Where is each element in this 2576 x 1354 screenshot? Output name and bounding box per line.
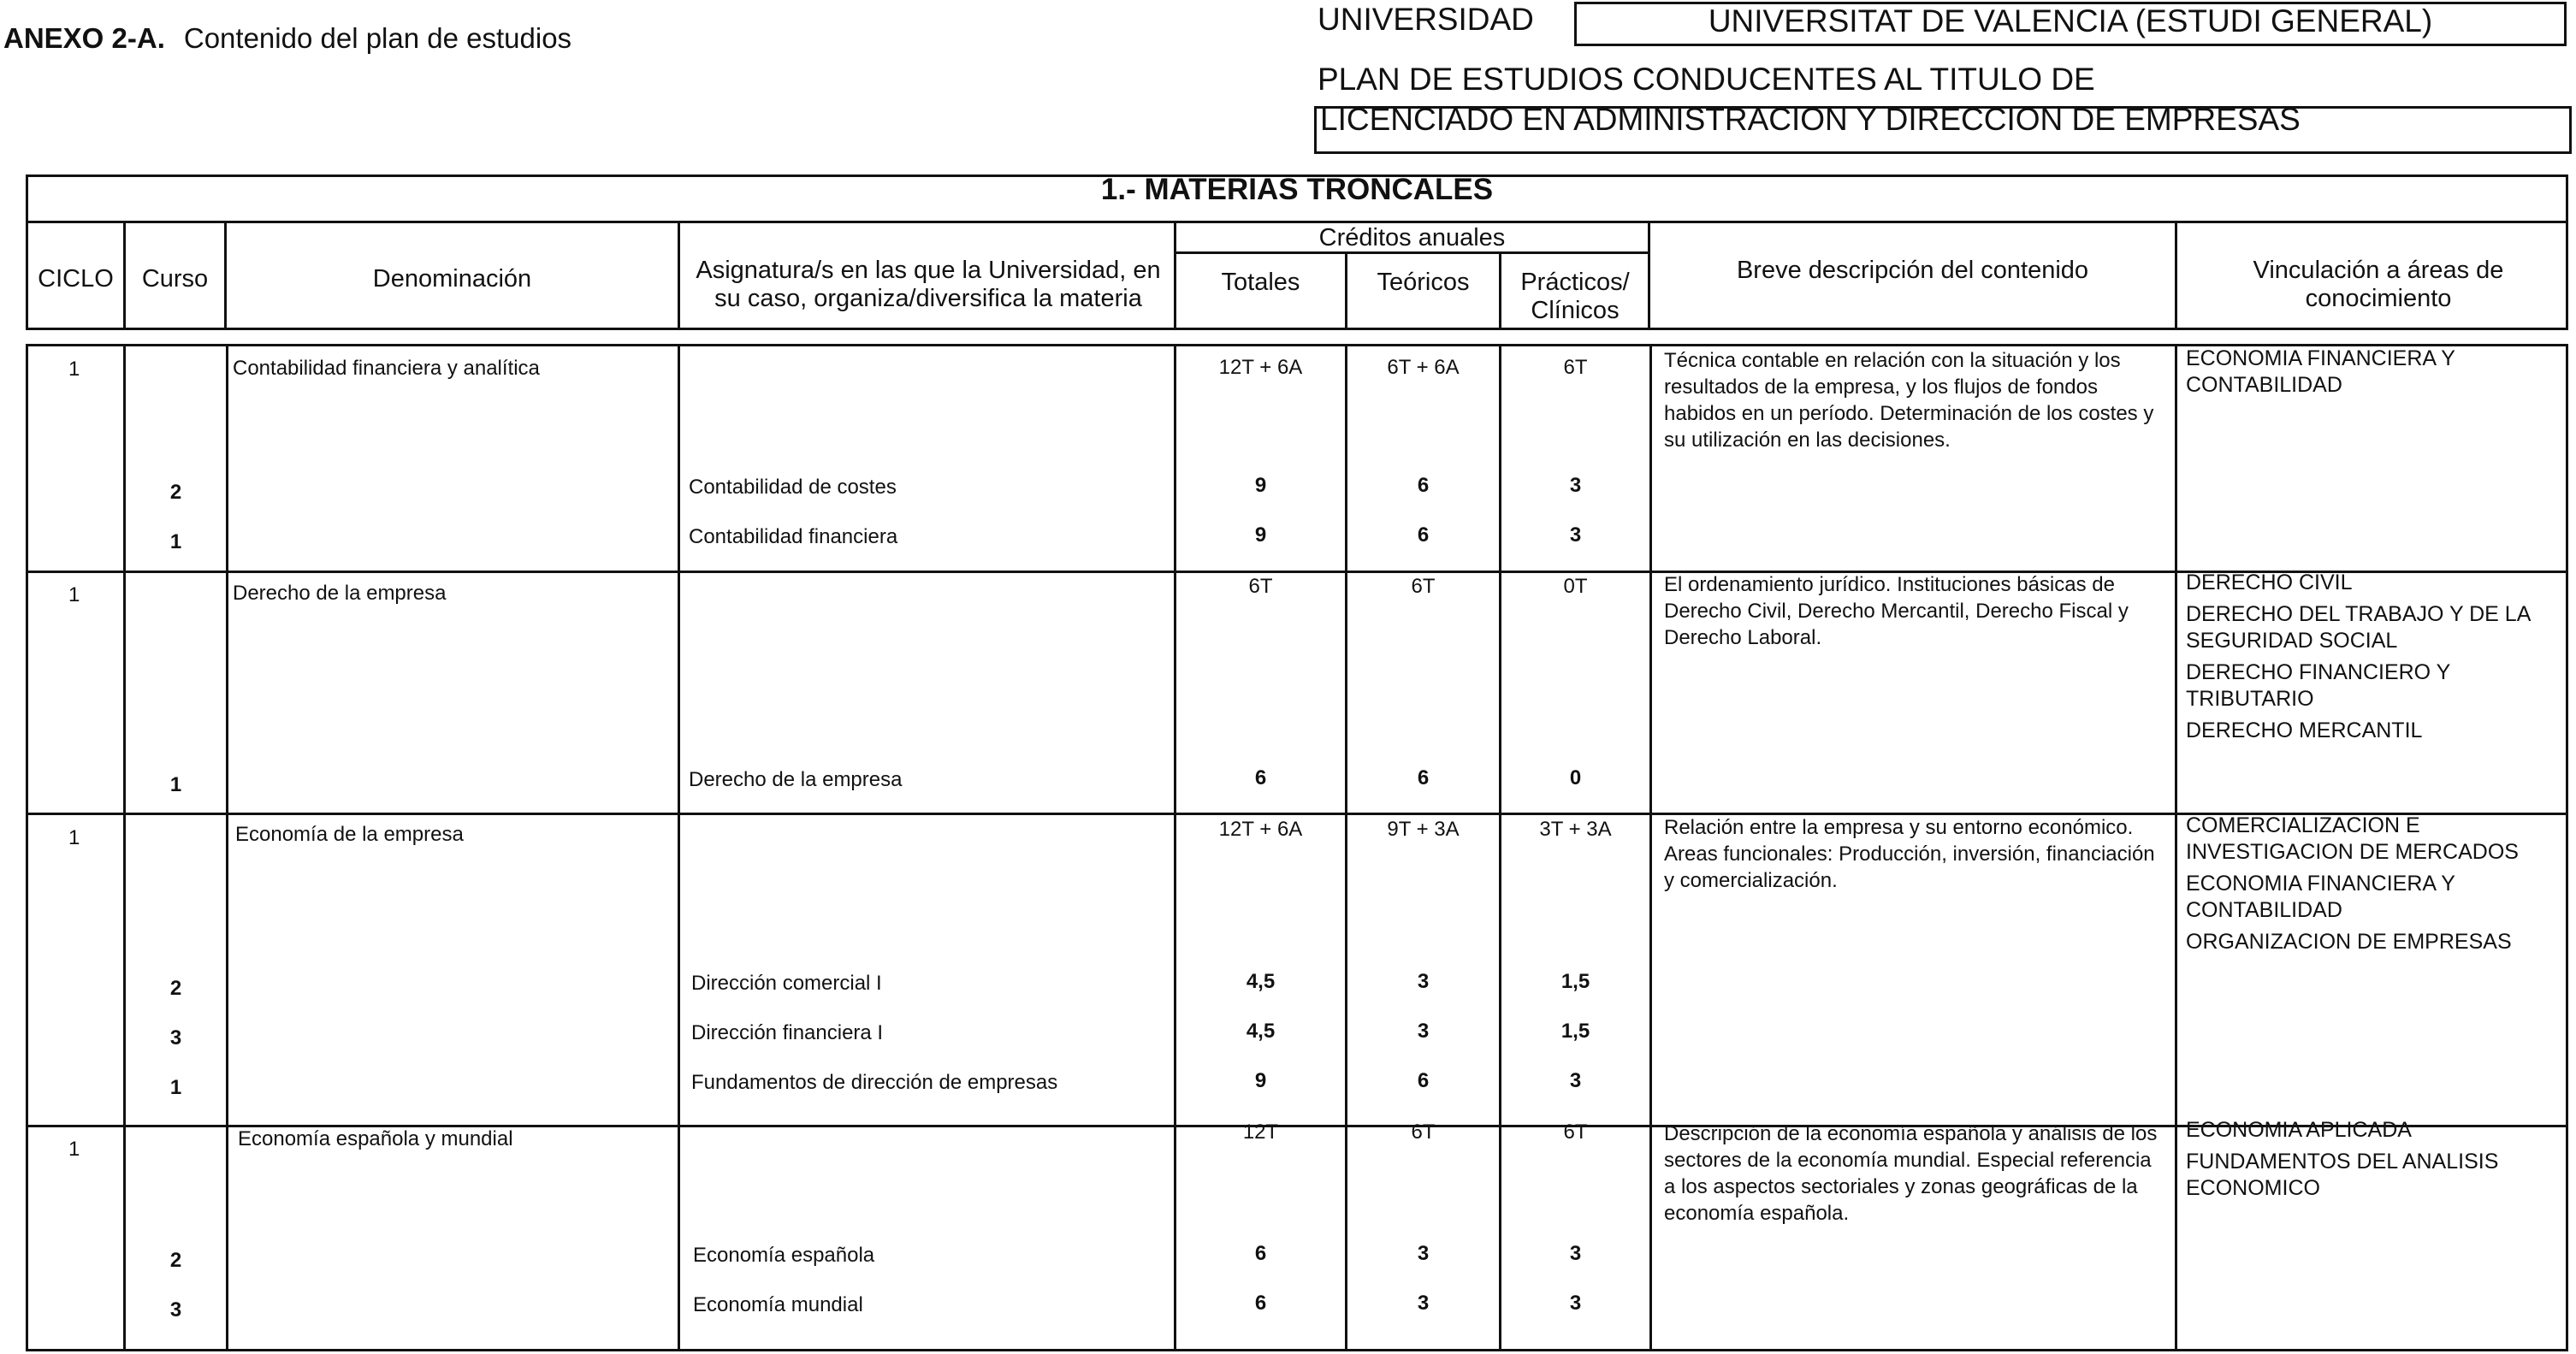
materia-areas (2186, 1117, 2562, 1207)
asignatura-curso: 3 (169, 1298, 182, 1321)
asignatura-teoricos: 3 (1417, 1292, 1430, 1315)
materia-teoricos: 6T (1411, 575, 1436, 598)
asignatura-curso: 1 (169, 530, 182, 553)
materia-totales: 12T + 6A (1218, 818, 1303, 841)
asignatura-practicos: 3 (1569, 1242, 1582, 1265)
asignatura-practicos: 3 (1569, 1069, 1582, 1092)
asignatura-curso: 2 (169, 481, 182, 504)
materia-totales: 12T (1242, 1120, 1279, 1144)
col-ciclo: CICLO (38, 265, 114, 293)
asignatura-practicos: 3 (1569, 1292, 1582, 1315)
asignatura-curso: 1 (169, 1076, 182, 1099)
asignatura-nombre: Derecho de la empresa (689, 768, 903, 791)
anexo-text: Contenido del plan de estudios (183, 22, 572, 54)
materia-practicos: 6T (1563, 1120, 1588, 1144)
ciclo-value: 1 (68, 826, 80, 849)
asignatura-totales: 9 (1254, 474, 1267, 497)
area-item: DERECHO CIVIL (2186, 571, 2353, 594)
materia-denominacion: Contabilidad financiera y analítica (233, 357, 540, 380)
asignatura-totales: 4,5 (1246, 970, 1276, 993)
asignatura-nombre: Dirección financiera I (691, 1021, 884, 1044)
universidad-value: UNIVERSITAT DE VALENCIA (ESTUDI GENERAL) (1574, 2, 2567, 46)
area-item: DERECHO MERCANTIL (2186, 718, 2423, 742)
materia-teoricos: 6T (1411, 1120, 1436, 1144)
area-item: COMERCIALIZACION E INVESTIGACION DE MERCADOS (2186, 813, 2519, 864)
materia-denominacion: Economía de la empresa (235, 823, 464, 846)
body-col-sep (2175, 344, 2177, 1351)
ciclo-value: 1 (68, 358, 80, 381)
area-item: DERECHO DEL TRABAJO Y DE LA SEGURIDAD SOCIAL (2186, 602, 2530, 653)
area-item: DERECHO FINANCIERO Y TRIBUTARIO (2186, 660, 2450, 711)
materia-totales: 12T + 6A (1218, 356, 1303, 379)
col-teoricos: Teóricos (1377, 269, 1470, 296)
asignatura-totales: 6 (1254, 1242, 1267, 1265)
asignatura-totales: 9 (1254, 523, 1267, 547)
asignatura-nombre: Dirección comercial I (691, 972, 882, 995)
materia-practicos: 3T + 3A (1539, 818, 1612, 841)
area-item: ORGANIZACION DE EMPRESAS (2186, 930, 2512, 954)
universidad-label: UNIVERSIDAD (1318, 2, 1534, 37)
area-item: ECONOMIA FINANCIERA Y CONTABILIDAD (2186, 872, 2455, 922)
asignatura-curso: 2 (169, 977, 182, 1000)
header-divider (26, 221, 2568, 223)
col-creditos: Créditos anuales (1318, 224, 1506, 251)
materia-totales: 6T (1248, 575, 1273, 598)
asignatura-curso: 2 (169, 1249, 182, 1272)
ciclo-value: 1 (68, 1138, 80, 1161)
materia-areas (2186, 813, 2562, 961)
materia-practicos: 0T (1563, 575, 1588, 598)
materia-teoricos: 6T + 6A (1387, 356, 1460, 379)
asignatura-practicos: 1,5 (1560, 1020, 1590, 1043)
anexo-heading (3, 22, 571, 55)
area-item: FUNDAMENTOS DEL ANALISIS ECONOMICO (2186, 1150, 2499, 1200)
materia-practicos: 6T (1563, 356, 1588, 379)
section-title: 1.- MATERIAS TRONCALES (1100, 173, 1494, 206)
materia-descripcion: Relación entre la empresa y su entorno económico. Areas funcionales: Producción, inversión, financiación y comercialización. (1664, 816, 2155, 892)
header-col-sep (2175, 221, 2177, 330)
materia-denominacion: Derecho de la empresa (233, 582, 447, 605)
col-denominacion: Denominación (372, 265, 532, 293)
area-item: ECONOMIA FINANCIERA Y CONTABILIDAD (2186, 346, 2455, 397)
header-col-sep (678, 221, 680, 330)
header-col-sep (1499, 251, 1501, 330)
asignatura-teoricos: 6 (1417, 523, 1430, 547)
asignatura-nombre: Contabilidad financiera (689, 525, 898, 548)
anexo-label: ANEXO 2-A. (3, 22, 165, 54)
col-totales: Totales (1221, 269, 1300, 296)
asignatura-practicos: 3 (1569, 523, 1582, 547)
asignatura-nombre: Contabilidad de costes (689, 476, 897, 499)
area-item: ECONOMIA APLICADA (2186, 1118, 2412, 1142)
materia-teoricos: 9T + 3A (1387, 818, 1460, 841)
asignatura-practicos: 3 (1569, 474, 1582, 497)
asignatura-totales: 9 (1254, 1069, 1267, 1092)
asignatura-nombre: Economía española (693, 1244, 875, 1267)
body-col-sep (678, 344, 680, 1351)
asignatura-totales: 6 (1254, 766, 1267, 789)
plan-text: PLAN DE ESTUDIOS CONDUCENTES AL TITULO DE (1318, 62, 2095, 97)
asignatura-teoricos: 6 (1417, 766, 1430, 789)
asignatura-nombre: Economía mundial (693, 1293, 863, 1316)
asignatura-curso: 3 (169, 1026, 182, 1049)
body-col-sep (1649, 344, 1652, 1351)
asignatura-practicos: 1,5 (1560, 970, 1590, 993)
asignatura-nombre: Fundamentos de dirección de empresas (691, 1071, 1058, 1094)
materia-descripcion: Técnica contable en relación con la situación y los resultados de la empresa, y los flujos de fondos habidos en un período. Determinación de los costes y su utilización en las decisiones. (1664, 349, 2154, 452)
asignatura-teoricos: 6 (1417, 1069, 1430, 1092)
asignatura-practicos: 0 (1569, 766, 1582, 789)
materia-areas (2186, 570, 2562, 749)
col-curso: Curso (141, 265, 209, 293)
col-vinculacion: Vinculación a áreas de conocimiento (2253, 257, 2504, 312)
materia-descripcion: Descripción de la economía española y análisis de los sectores de la economía mundial. Especial referencia a los aspectos sectoriales y zonas geográficas de la economía española. (1664, 1122, 2158, 1225)
asignatura-teoricos: 6 (1417, 474, 1430, 497)
asignatura-teoricos: 3 (1417, 1020, 1430, 1043)
materia-areas (2186, 346, 2562, 404)
ciclo-value: 1 (68, 583, 80, 606)
titulo-value: LICENCIADO EN ADMINISTRACION Y DIRECCION DE EMPRESAS (1314, 106, 2572, 154)
asignatura-teoricos: 3 (1417, 1242, 1430, 1265)
body-col-sep (226, 344, 228, 1351)
col-asignaturas: Asignatura/s en las que la Universidad, en su caso, organiza/diversifica la materia (696, 257, 1161, 312)
asignatura-totales: 6 (1254, 1292, 1267, 1315)
asignatura-teoricos: 3 (1417, 970, 1430, 993)
col-descripcion: Breve descripción del contenido (1736, 257, 2089, 284)
materia-descripcion: El ordenamiento jurídico. Instituciones básicas de Derecho Civil, Derecho Mercantil, Derecho Fiscal y Derecho Laboral. (1664, 573, 2129, 649)
col-practicos: Prácticos/ Clínicos (1520, 269, 1630, 324)
asignatura-curso: 1 (169, 773, 182, 796)
asignatura-totales: 4,5 (1246, 1020, 1276, 1043)
materia-denominacion: Economía española y mundial (238, 1127, 513, 1150)
